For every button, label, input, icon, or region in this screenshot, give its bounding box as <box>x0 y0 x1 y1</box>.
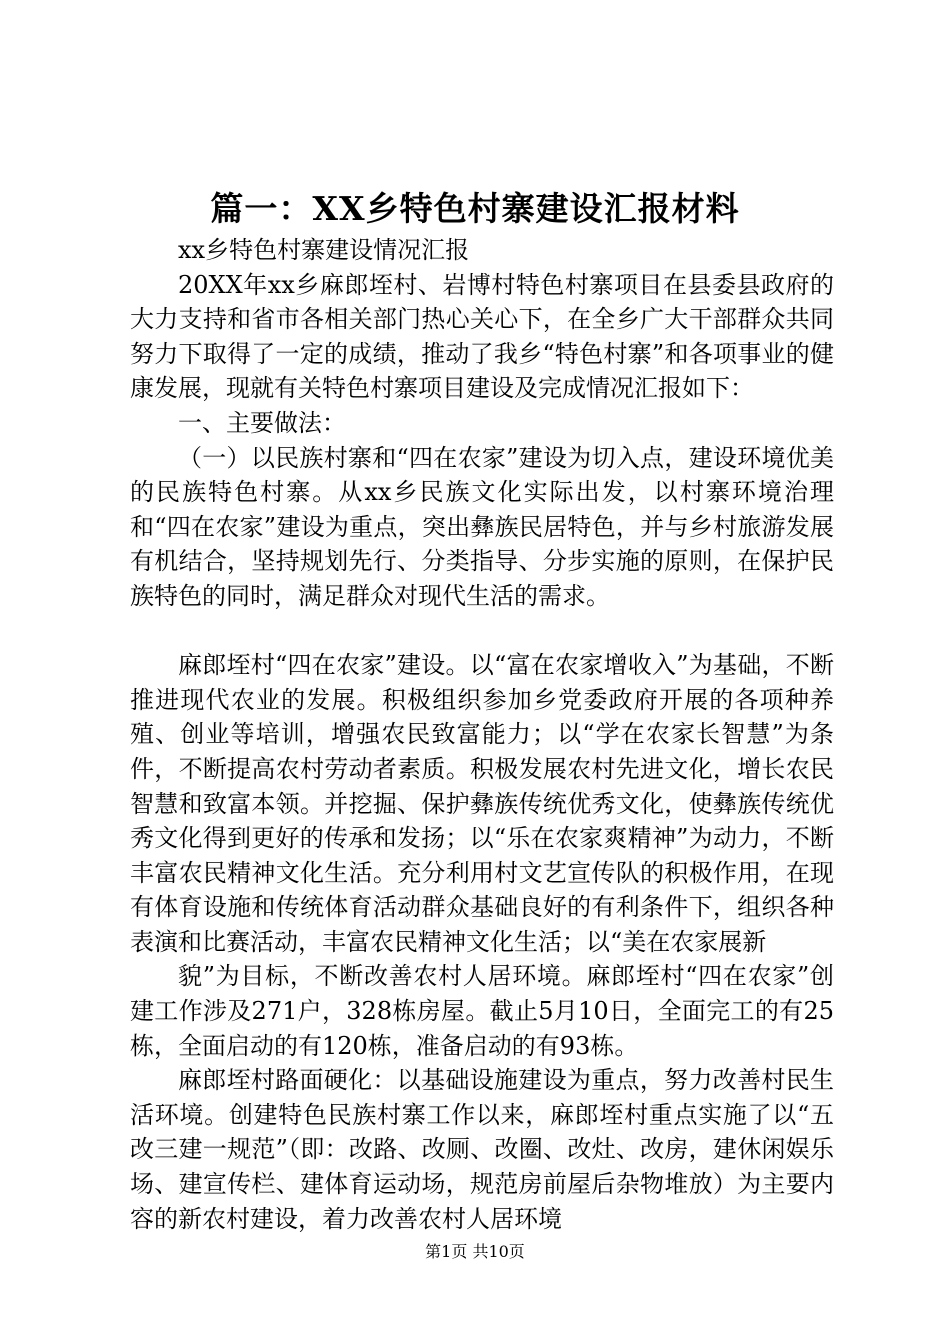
paragraph-four-in-farm: 麻郎垤村“四在农家”建设。以“富在农家增收入”为基础，不断推进现代农业的发展。积极组织参加乡党委政府开展的各项种养殖、创业等培训，增强农民致富能力；以“学在农家长智慧”为条件，不断提高农村劳动者素质。积极发展农村先进文化，增长农民智慧和致富本领。并挖掘、保护彝族传统优秀文化，使彝族传统优秀文化得到更好的传承和发扬；以“乐在农家爽精神”为动力，不断丰富农民精神文化生活。充分利用村文艺宣传队的积极作用，在现有体育设施和传统体育活动群众基础良好的有利条件下，组织各种表演和比赛活动，丰富农民精神文化生活；以“美在农家展新 <box>130 651 834 956</box>
paragraph-section-heading: 一、主要做法： <box>178 408 346 437</box>
paragraph-subtitle: xx乡特色村寨建设情况汇报 <box>178 236 470 264</box>
document-title: 篇一：XX乡特色村寨建设汇报材料 <box>210 189 740 228</box>
paragraph-approach-1: （一）以民族村寨和“四在农家”建设为切入点，建设环境优美的民族特色村寨。从xx乡民族文化实际出发，以村寨环境治理和“四在农家”建设为重点，突出彝族民居特色，并与乡村旅游发展有机结合，坚持规划先行、分类指导、分步实施的原则，在保护民族特色的同时，满足群众对现代生活的需求。 <box>130 443 834 610</box>
paragraph-road-hardening: 麻郎垤村路面硬化：以基础设施建设为重点，努力改善村民生活环境。创建特色民族村寨工作以来，麻郎垤村重点实施了以“五改三建一规范”（即：改路、改厕、改圈、改灶、改房，建休闲娱乐场、建宣传栏、建体育运动场，规范房前屋后杂物堆放）为主要内容的新农村建设，着力改善农村人居环境 <box>130 1066 834 1233</box>
paragraph-four-in-farm-continued: 貌”为目标，不断改善农村人居环境。麻郎垤村“四在农家”创建工作涉及271户，328栋房屋。截止5月10日，全面完工的有25栋，全面启动的有120栋，准备启动的有93栋。 <box>130 962 834 1060</box>
paragraph-intro: 20XX年xx乡麻郎垤村、岩博村特色村寨项目在县委县政府的大力支持和省市各相关部门热心关心下，在全乡广大干部群众共同努力下取得了一定的成绩，推动了我乡“特色村寨”和各项事业的健康发展，现就有关特色村寨项目建设及完成情况汇报如下： <box>130 270 834 403</box>
document-body <box>130 233 834 1236</box>
page-footer: 第1页 共10页 <box>425 1242 525 1261</box>
